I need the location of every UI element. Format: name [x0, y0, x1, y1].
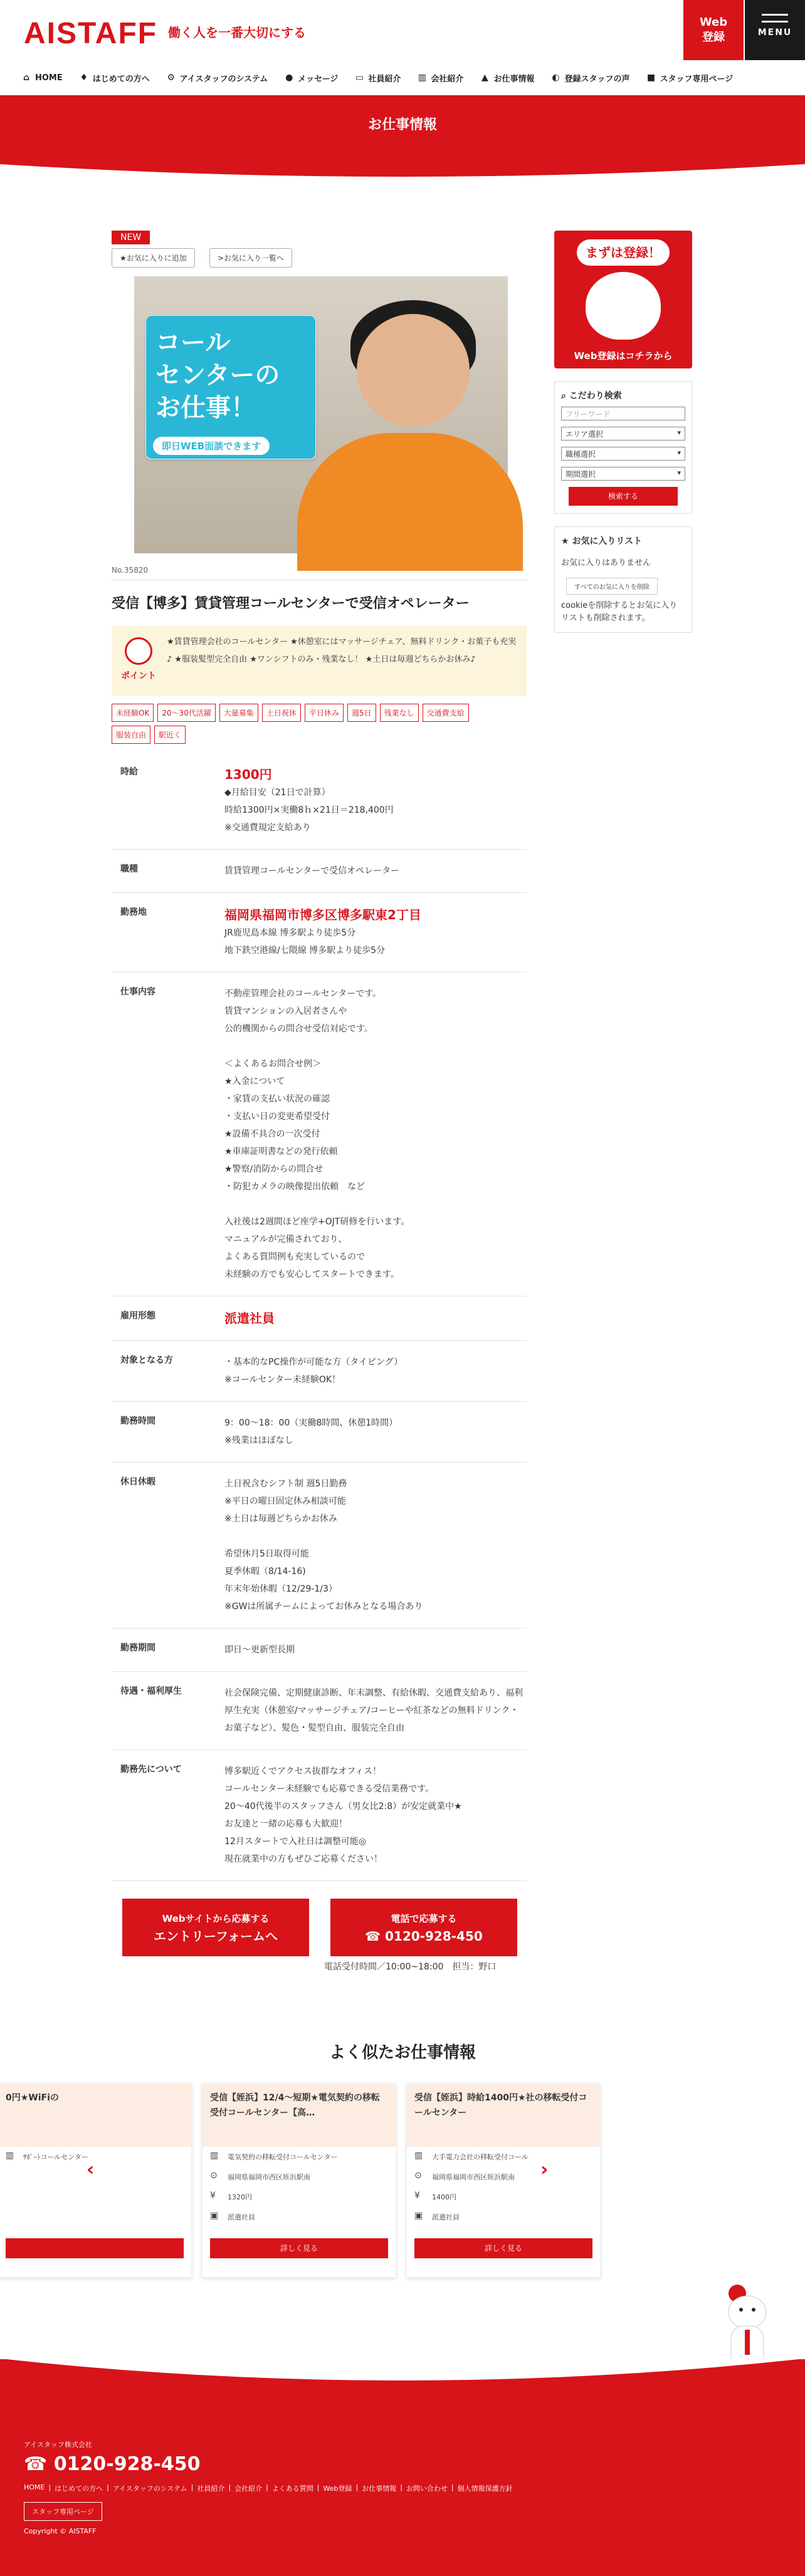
spec-table — [112, 753, 527, 1881]
favorite-box — [554, 526, 692, 633]
beginner-icon: ♦ — [80, 73, 88, 83]
apply-web-sub: エントリーフォームへ — [154, 1929, 278, 1944]
link-separator: | — [400, 2483, 402, 2491]
carousel-prev-icon[interactable]: ‹ — [87, 2159, 95, 2181]
job-detail — [112, 231, 527, 1881]
spec-text: 博多駅近くでアクセス抜群なオフィス！ コールセンター未経験でも応募できる受信業務です。 20～40代後半のスタッフさん（男女比2:8）が安定就業中★ お友達と一緒の応募も大歓迎！ 12月スタートで入社日は調整可能◎ 現在就業中の方もぜひご応募ください！ — [224, 1766, 462, 1864]
job-hero-image — [134, 276, 508, 553]
spec-text: 社会保険完備、定期健康診断、年末調整、有給休暇、交通費支給あり、福利厚生充実（休憩室/マッサージチェア/コーヒーや紅茶などの無料ドリンク・お菓子など）、髪色・髪型自由、服装完全自由 — [224, 1688, 523, 1733]
spec-row — [112, 850, 527, 893]
card-detail-button[interactable]: 詳しく見る — [414, 2238, 592, 2258]
similar-jobs — [0, 2040, 805, 2253]
similar-job-card[interactable] — [0, 2083, 192, 2278]
spec-value — [224, 905, 525, 959]
card-type-text: 派遣社員 — [228, 2213, 255, 2221]
spec-heading: 勤務期間 — [120, 1643, 155, 1653]
nav-label: 登録スタッフの声 — [564, 74, 630, 84]
hero-title-line: お仕事！ — [155, 394, 256, 422]
job-title: 受信【博多】賃貸管理コールセンターで受信オペレーター — [112, 596, 470, 612]
nav-label: メッセージ — [298, 74, 339, 84]
link-separator: | — [48, 2483, 51, 2491]
web-register-button[interactable] — [683, 0, 744, 60]
spec-row — [112, 1629, 527, 1672]
building-icon: ▥ — [6, 2151, 14, 2161]
nav-item[interactable] — [550, 72, 629, 84]
card-company — [0, 2147, 191, 2167]
nav-item[interactable] — [284, 72, 338, 84]
delete-favorites-button[interactable]: すべてのお気に入りを削除 — [566, 578, 658, 595]
web-register-banner[interactable] — [554, 231, 692, 368]
card-title: 0円★WiFiの — [0, 2084, 191, 2147]
footer-link[interactable]: よくある質問 — [271, 2485, 313, 2493]
yen-icon: ¥ — [414, 2191, 420, 2201]
phone-icon: ☎ — [365, 1929, 386, 1944]
footer-link[interactable]: お問い合わせ — [406, 2485, 448, 2493]
job-number: No.35820 — [112, 566, 527, 580]
spec-heading: 対象となる方 — [120, 1355, 173, 1365]
sidebar — [554, 231, 692, 633]
spec-row — [112, 893, 527, 973]
register-bubble: まずは登録！ — [577, 239, 670, 266]
spec-row — [112, 1672, 527, 1750]
spec-text: ・基本的なPC操作が可能な方（タイピング） ※コールセンター未経験OK！ — [224, 1357, 403, 1385]
link-separator: | — [317, 2483, 320, 2491]
spec-text: 賃貸管理コールセンターで受信オペレーター — [224, 866, 400, 876]
spec-value — [224, 1684, 525, 1737]
global-nav — [0, 65, 805, 90]
card-type-text: 派遣社員 — [432, 2213, 460, 2221]
card-place — [203, 2167, 396, 2187]
link-separator: | — [355, 2483, 359, 2491]
favorite-note: cookieを削除するとお気に入りリストも削除されます。 — [561, 601, 678, 623]
search-title: こだわり検索 — [569, 391, 622, 401]
footer-copyright: Copyright © AISTAFF — [24, 2527, 97, 2535]
favorite-title: お気に入りリスト — [572, 536, 643, 546]
card-place-text: 福岡県福岡市西区姪浜駅南 — [432, 2173, 515, 2181]
page-title: お仕事情報 — [367, 117, 437, 133]
spec-heading: 時給 — [120, 767, 138, 777]
spec-row — [112, 1296, 527, 1341]
apply-tel-button[interactable] — [330, 1899, 517, 1956]
footer-phone[interactable] — [24, 2453, 200, 2475]
spec-highlight: 派遣社員 — [224, 1311, 275, 1326]
web-register-label-1: Web — [699, 16, 728, 29]
spec-row — [112, 1750, 527, 1881]
spec-value — [224, 1763, 525, 1868]
job-icon: ▲ — [481, 73, 488, 83]
nav-item[interactable] — [21, 73, 63, 83]
similar-job-card[interactable] — [202, 2083, 396, 2278]
nav-item[interactable] — [417, 72, 463, 84]
card-place-text: 福岡県福岡市西区姪浜駅南 — [228, 2173, 310, 2181]
job-tag: 大量募集 — [219, 704, 258, 722]
job-type-select[interactable]: 職種選択 ▾ — [561, 447, 685, 461]
spec-heading: 雇用形態 — [120, 1311, 155, 1321]
card-wage-text: 1400円 — [432, 2193, 456, 2201]
carousel-next-icon[interactable]: › — [540, 2159, 549, 2181]
tag-list — [112, 704, 500, 744]
gear-icon: ⚙ — [167, 73, 176, 83]
apply-tel-label: 電話で応募する — [391, 1913, 457, 1924]
spec-text: 不動産管理会社のコールセンターです。 賃貸マンションの入居者さんや 公的機関からの問合せ受信対応です。 ＜よくあるお問合せ例＞ ★入金について ・家賃の支払い状況の確認 ・支払い日の変更希望受付 ★設備不具合の一次受付 ★車庫証明書などの発行依頼 ★警察/消防からの問合せ ・防犯カメラの映像提出依頼 など 入社後は2週間ほど座学+OJT研修を行います。 マニュアルが完備されており、 よくある質問例も充実しているので 未経験の方でも安心してスタートできます。 — [224, 989, 410, 1280]
card-type — [407, 2207, 600, 2227]
card-detail-button[interactable]: 詳しく見る — [210, 2238, 388, 2258]
link-separator: | — [228, 2483, 231, 2491]
nav-item[interactable] — [646, 72, 733, 84]
chat-icon: ● — [285, 73, 293, 83]
star-icon: ★ — [561, 536, 572, 546]
footer-link[interactable]: お仕事情報 — [362, 2485, 397, 2493]
menu-button[interactable] — [745, 0, 805, 60]
spec-row — [112, 973, 527, 1296]
building-icon: ▥ — [418, 73, 427, 83]
spec-text: ◆月給目安（21日で計算） 時給1300円×実働8ｈ×21日＝218,400円 ※交通費規定支給あり — [224, 788, 394, 833]
footer-wave — [0, 2359, 805, 2402]
spec-text: 土日祝含むシフト制 週5日勤務 ※平日の曜日固定休み相談可能 ※土日は毎週どちらかお休み 希望休月5日取得可能 夏季休暇（8/14-16) 年末年始休暇（12/29-1/3） ※GWは所属チームによってお休みとなる場合あり — [224, 1479, 423, 1612]
footer-link[interactable]: HOME — [24, 2483, 45, 2491]
job-tag: 土日祝休 — [262, 704, 301, 722]
job-tag: 残業なし — [380, 704, 419, 722]
spec-row — [112, 1341, 527, 1402]
nav-label: スタッフ専用ページ — [660, 74, 734, 84]
similar-title: よく似たお仕事情報 — [329, 2043, 476, 2062]
footer-link[interactable]: 個人情報保護方針 — [457, 2485, 513, 2493]
spec-value — [224, 862, 525, 880]
job-tag: 20～30代活躍 — [157, 704, 216, 722]
site-footer — [0, 2359, 805, 2576]
spec-heading: 仕事内容 — [120, 987, 155, 997]
spec-value — [224, 1353, 525, 1389]
phone-icon: ☎ — [24, 2453, 54, 2475]
footer-link[interactable]: 社員紹介 — [197, 2485, 225, 2493]
home-icon: ⌂ — [23, 73, 30, 83]
job-tag: 交通費支給 — [423, 704, 469, 722]
nav-label: 会社紹介 — [431, 74, 464, 84]
page-banner — [0, 95, 805, 189]
spec-highlight: 福岡県福岡市博多区博多駅東2丁目 — [224, 907, 421, 922]
point-box — [112, 626, 527, 696]
spec-row — [112, 1463, 527, 1629]
hamburger-icon — [745, 0, 805, 23]
hero-card-sub: 即日WEB面談できます — [153, 437, 270, 455]
card-wage-text: 1320円 — [228, 2193, 252, 2201]
job-tag: 週5日 — [347, 704, 376, 722]
footer-link[interactable]: はじめての方へ — [55, 2485, 103, 2493]
site-header — [0, 0, 805, 60]
hero-card-title — [155, 326, 280, 424]
spec-text: 9：00～18：00（実働8時間、休憩1時間） ※残業はほぼなし — [224, 1418, 398, 1446]
new-badge: NEW — [112, 231, 150, 244]
building-icon: ▥ — [210, 2151, 219, 2161]
link-separator: | — [266, 2483, 268, 2491]
hero-title-line: センターの — [155, 361, 280, 390]
briefcase-icon: ▣ — [414, 2211, 423, 2221]
nav-label: お仕事情報 — [493, 74, 535, 84]
nav-label: アイスタッフのシステム — [179, 74, 268, 84]
register-text: Web登録はコチラから — [574, 350, 673, 362]
spec-heading: 勤務先について — [120, 1765, 182, 1775]
spec-value — [224, 1414, 525, 1449]
yen-icon: ¥ — [210, 2191, 216, 2201]
card-detail-button[interactable] — [6, 2238, 184, 2258]
spec-text: JR鹿児島本線 博多駅より徒歩5分 地下鉄空港線/七隈線 博多駅より徒歩5分 — [224, 928, 386, 956]
footer-company: アイスタッフ株式会社 — [24, 2441, 92, 2449]
footer-links — [24, 2483, 513, 2493]
id-card-icon: ▭ — [355, 73, 364, 83]
apply-web-button[interactable] — [122, 1899, 309, 1956]
spec-value — [224, 985, 525, 1283]
voice-icon: ◐ — [552, 73, 560, 83]
period-select[interactable]: 期間選択 ▾ — [561, 467, 685, 481]
footer-link[interactable]: Web登録 — [323, 2485, 352, 2493]
search-button[interactable]: 検索する — [569, 487, 678, 506]
bear-icon — [125, 637, 152, 665]
apply-note: 電話受付時間／10:00~18:00 担当：野口 — [324, 1962, 497, 1972]
hero-title-line: コール — [155, 328, 231, 357]
card-company — [407, 2147, 600, 2167]
card-company-text: 電気契約の移転受付コールセンター — [228, 2153, 338, 2161]
favorite-empty: お気に入りはありません — [561, 558, 651, 568]
site-logo[interactable]: AISTAFF — [24, 17, 158, 50]
nav-item[interactable] — [480, 72, 534, 84]
similar-carousel — [6, 2083, 587, 2284]
lock-icon: ■ — [646, 73, 656, 83]
nav-label: はじめての方へ — [92, 74, 150, 84]
building-icon: ▥ — [414, 2151, 423, 2161]
point-icon — [119, 637, 158, 685]
card-title: 受信【姪浜】12/4～短期★電気契約の移転受付コールセンター【高… — [203, 2084, 396, 2147]
spec-row — [112, 753, 527, 850]
spec-text: 即日～更新型長期 — [224, 1645, 295, 1655]
point-label: ポイント — [121, 671, 156, 681]
map-pin-icon: ⊙ — [210, 2171, 218, 2181]
spec-heading: 勤務地 — [120, 907, 147, 917]
job-tag: 未経験OK — [112, 704, 154, 722]
spec-heading: 職種 — [120, 864, 138, 874]
card-company-text: 大手電力会社の移転受付コール — [432, 2153, 529, 2161]
spec-value — [224, 1309, 525, 1328]
hero-person-face — [357, 314, 470, 427]
add-favorite-button[interactable]: ★お気に入りに追加 — [112, 248, 195, 268]
search-box — [554, 381, 692, 514]
spec-row — [112, 1402, 527, 1463]
link-separator: | — [451, 2483, 454, 2491]
card-wage — [203, 2187, 396, 2207]
point-text: ★賃貸管理会社のコールセンター ★休憩室にはマッサージチェア、無料ドリンク・お菓子も充実♪ ★服装髪型完全自由 ★ワンシフトのみ・残業なし！ ★土日は毎週どちらかお休み♪ — [167, 637, 517, 664]
hero-person-shirt — [297, 433, 523, 571]
banner-shape — [0, 95, 805, 189]
map-pin-icon: ⊙ — [414, 2171, 422, 2181]
nav-item[interactable] — [166, 72, 268, 84]
footer-link[interactable]: アイスタッフのシステム — [112, 2485, 187, 2493]
card-company — [203, 2147, 396, 2167]
card-place — [407, 2167, 600, 2187]
menu-label: MENU — [757, 28, 792, 38]
spec-value — [224, 1475, 525, 1615]
apply-section — [122, 1899, 517, 1972]
spec-heading: 待遇・福利厚生 — [120, 1686, 182, 1696]
freeword-input[interactable]: フリーワード — [561, 407, 685, 420]
bear-mascot-icon — [586, 272, 661, 340]
footer-link[interactable]: 会社紹介 — [234, 2485, 263, 2493]
nav-item[interactable] — [79, 72, 150, 84]
job-tag: 駅近く — [154, 726, 186, 744]
web-register-label-2: 登録 — [702, 31, 725, 44]
spec-heading: 休日休暇 — [120, 1477, 155, 1487]
card-title: 受信【姪浜】時給1400円★社の移転受付コールセンター — [407, 2084, 600, 2147]
tagline: 働く人を一番大切にする — [168, 25, 306, 40]
favorite-list-link[interactable]: >お気に入り一覧へ — [209, 248, 292, 268]
nav-item[interactable] — [354, 72, 401, 84]
card-company-text: ｻﾎﾟｰﾄコールセンター — [23, 2153, 88, 2161]
footer-staff-button[interactable]: スタッフ専用ページ — [24, 2502, 102, 2521]
apply-tel-number: 0120-928-450 — [385, 1929, 483, 1944]
link-separator: | — [107, 2483, 109, 2491]
search-icon: ⌕ — [561, 391, 569, 401]
card-wage — [407, 2187, 600, 2207]
card-type — [203, 2207, 396, 2227]
footer-phone-number: 0120-928-450 — [53, 2453, 201, 2475]
area-select[interactable]: エリア選択 ▾ — [561, 427, 685, 441]
briefcase-icon: ▣ — [210, 2211, 219, 2221]
spec-highlight: 1300円 — [224, 767, 272, 782]
spec-value — [224, 1641, 525, 1659]
job-tag: 服装自由 — [112, 726, 150, 744]
link-separator: | — [191, 2483, 194, 2491]
nav-label: 社員紹介 — [368, 74, 401, 84]
spec-value — [224, 765, 525, 837]
spec-heading: 勤務時間 — [120, 1416, 155, 1426]
nav-label: HOME — [35, 73, 63, 83]
apply-web-label: Webサイトから応募する — [162, 1913, 270, 1924]
similar-job-card[interactable] — [406, 2083, 601, 2278]
job-tag: 平日休み — [305, 704, 344, 722]
